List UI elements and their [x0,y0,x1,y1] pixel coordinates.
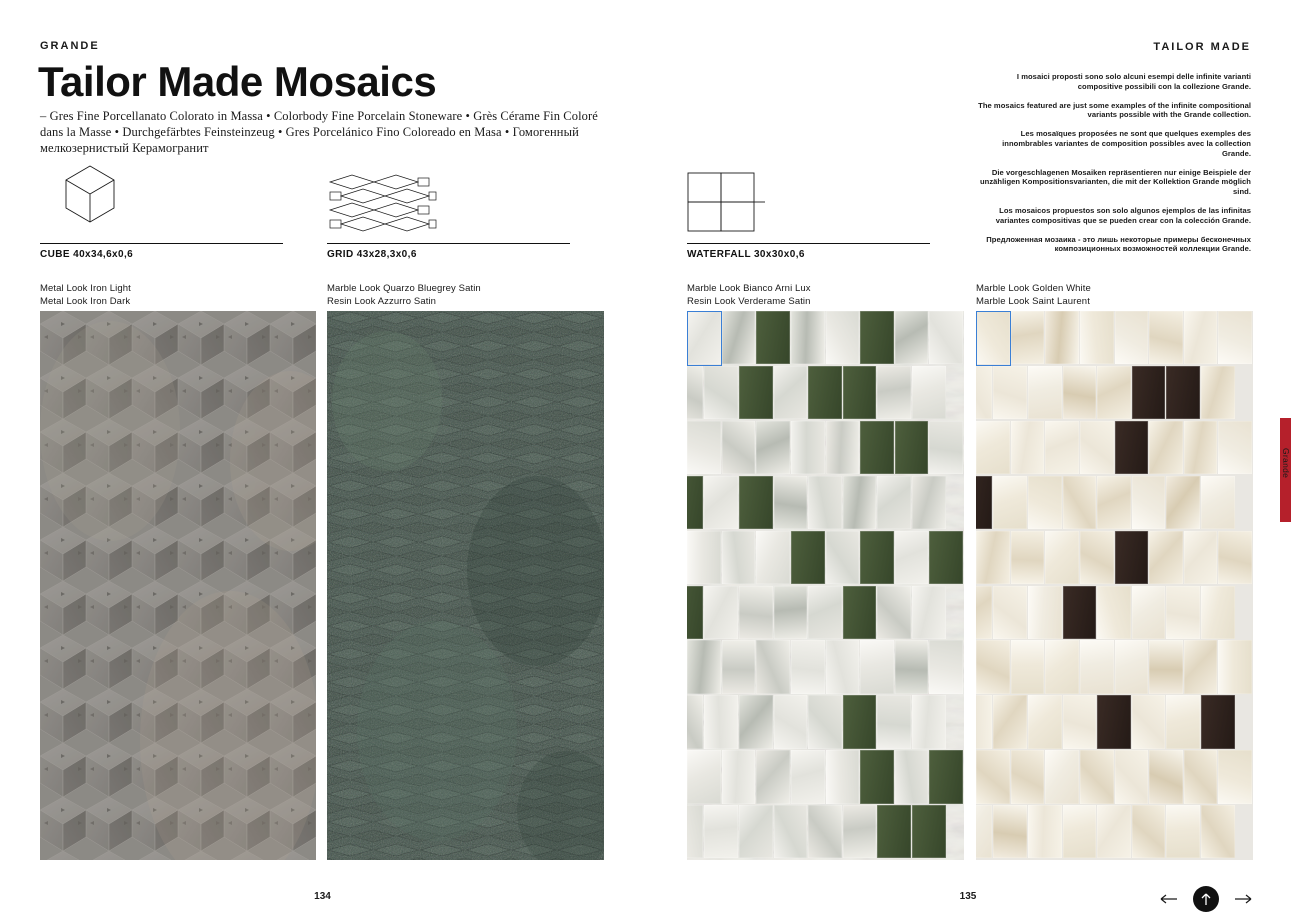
mosaic-tile [1097,695,1131,748]
mosaic-tile [756,531,790,584]
mosaic-tile [1080,421,1114,474]
mosaic-tile [895,421,929,474]
mosaic-tile [860,531,894,584]
mosaic-tile [912,805,946,858]
waterfall-tile-grid-golden [976,311,1253,860]
mosaic-tile [976,805,992,858]
mosaic-tile [1218,311,1252,364]
page-number-left: 134 [314,891,331,902]
mosaic-tile [739,366,773,419]
arrow-up-icon[interactable] [1193,886,1219,912]
mosaic-tile [687,695,703,748]
mosaic-tile [687,531,721,584]
shape-caption-cube: CUBE 40x34,6x0,6 [40,249,134,260]
mosaic-tile [756,421,790,474]
mosaic-tile [877,805,911,858]
mosaic-tile [1201,476,1235,529]
mosaic-tile [826,750,860,803]
mosaic-tile [1132,586,1166,639]
mosaic-tile [687,476,703,529]
mosaic-tile [1132,695,1166,748]
mosaic-tile [1115,421,1149,474]
mosaic-tile [1045,640,1079,693]
mosaic-tile [774,695,808,748]
mosaic-tile [1028,695,1062,748]
mosaic-tile [976,476,992,529]
mosaic-tile [976,366,992,419]
mosaic-tile [1080,531,1114,584]
mosaic-tile [704,366,738,419]
mosaic-tile [993,695,1027,748]
shape-block-grid [327,170,437,237]
mosaic-tile [1166,695,1200,748]
intro-paragraph-de: Die vorgeschlagenen Mosaiken repräsentieren nur einige Beispiele der unzähligen Kompositionsvarianten, die mit der Kollektion Grande möglich sind. [979,167,1251,196]
mosaic-tile [1115,531,1149,584]
mosaic-tile [1149,640,1183,693]
mosaic-tile [1045,531,1079,584]
mosaic-tile [1097,366,1131,419]
mosaic-tile [739,695,773,748]
mosaic-tile [843,366,877,419]
mosaic-tile [860,421,894,474]
swatch-caption-cube: Metal Look Iron Light Metal Look Iron Dark [40,283,131,307]
mosaic-tile [1097,476,1131,529]
mosaic-tile [1011,531,1045,584]
mosaic-tile [976,586,992,639]
mosaic-tile [1011,311,1045,364]
mosaic-tile [1063,366,1097,419]
mosaic-tile [843,805,877,858]
mosaic-tile [808,805,842,858]
mosaic-tile [976,531,1010,584]
brand-label: GRANDE [40,40,100,52]
intro-paragraph-ru: Предложенная мозаика - это лишь некоторые примеры бесконечных композиционных возможностей коллекции Grande. [986,234,1251,254]
divider [40,243,283,244]
mosaic-tile [722,311,756,364]
mosaic-tile [1201,805,1235,858]
mosaic-tile [704,695,738,748]
mosaic-tile [912,695,946,748]
mosaic-tile [739,586,773,639]
mosaic-tile [976,695,992,748]
mosaic-tile [877,476,911,529]
mosaic-tile [1080,311,1114,364]
mosaic-tile [1028,586,1062,639]
mosaic-tile [1166,805,1200,858]
waterfall-tile-grid-bianco [687,311,964,860]
mosaic-tile [1184,750,1218,803]
mosaic-tile [976,750,1010,803]
mosaic-tile [843,695,877,748]
mosaic-tile [687,311,721,364]
mosaic-tile [826,640,860,693]
mosaic-tile [843,586,877,639]
mosaic-tile [1132,366,1166,419]
mosaic-tile [1028,366,1062,419]
mosaic-tile [722,750,756,803]
mosaic-panel-cube [40,311,316,860]
mosaic-tile [1097,805,1131,858]
mosaic-tile [1166,476,1200,529]
mosaic-tile [1218,421,1252,474]
arrow-left-icon[interactable] [1159,889,1179,909]
mosaic-tile [929,421,963,474]
divider [327,243,570,244]
mosaic-tile [993,476,1027,529]
mosaic-tile [756,311,790,364]
mosaic-tile [1184,311,1218,364]
mosaic-tile [826,421,860,474]
mosaic-tile [929,640,963,693]
mosaic-tile [826,531,860,584]
shape-caption-cube-wrap [40,243,283,260]
mosaic-tile [687,750,721,803]
mosaic-tile [739,476,773,529]
mosaic-tile [1045,750,1079,803]
mosaic-tile [895,640,929,693]
left-page [0,0,645,920]
shape-caption-waterfall-wrap [687,243,930,260]
mosaic-tile [976,311,1010,364]
mosaic-tile [739,805,773,858]
grid-mosaic-pattern [327,311,604,860]
mosaic-tile [774,476,808,529]
mosaic-tile [1132,805,1166,858]
mosaic-tile [895,750,929,803]
mosaic-tile [877,366,911,419]
mosaic-tile [976,640,1010,693]
mosaic-tile [1028,476,1062,529]
mosaic-tile [1115,640,1149,693]
mosaic-tile [756,640,790,693]
mosaic-tile [1218,531,1252,584]
mosaic-tile [843,476,877,529]
mosaic-panel-waterfall-bianco [687,311,964,860]
mosaic-tile [1149,311,1183,364]
right-page [645,0,1291,920]
waterfall-square-diagram-icon [687,172,767,234]
mosaic-tile [993,366,1027,419]
mosaic-tile [1063,586,1097,639]
mosaic-tile [1011,640,1045,693]
mosaic-tile [1115,750,1149,803]
mosaic-tile [1011,750,1045,803]
mosaic-tile [993,586,1027,639]
mosaic-tile [860,640,894,693]
mosaic-tile [912,366,946,419]
mosaic-tile [826,311,860,364]
cube-hexagon-diagram-icon [40,160,140,238]
mosaic-tile [704,476,738,529]
mosaic-tile [704,586,738,639]
mosaic-tile [687,640,721,693]
mosaic-tile [1063,695,1097,748]
mosaic-tile [1011,421,1045,474]
mosaic-tile [791,531,825,584]
intro-paragraph-fr: Les mosaïques proposées ne sont que quelques exemples des innombrables variantes de composition possibles avec la collection Grande. [1002,129,1251,158]
mosaic-tile [976,421,1010,474]
mosaic-tile [791,750,825,803]
mosaic-tile [1149,750,1183,803]
mosaic-tile [687,805,703,858]
page-title: Tailor Made Mosaics [38,58,437,105]
mosaic-tile [895,531,929,584]
mosaic-tile [808,695,842,748]
side-tab-label: Grande [1281,448,1291,479]
mosaic-tile [929,531,963,584]
mosaic-tile [774,805,808,858]
shape-caption-waterfall: WATERFALL 30x30x0,6 [687,249,805,260]
shape-caption-grid: GRID 43x28,3x0,6 [327,249,417,260]
mosaic-tile [1045,311,1079,364]
mosaic-tile [929,311,963,364]
arrow-right-icon[interactable] [1233,889,1253,909]
mosaic-tile [1097,586,1131,639]
intro-text-block [973,72,1251,263]
mosaic-tile [1063,805,1097,858]
grid-rhombus-diagram-icon [327,170,437,232]
mosaic-tile [791,640,825,693]
mosaic-tile [1184,640,1218,693]
mosaic-tile [1201,695,1235,748]
mosaic-tile [895,311,929,364]
mosaic-tile [1115,311,1149,364]
mosaic-tile [791,421,825,474]
intro-paragraph-en: The mosaics featured are just some examples of the infinite compositional variants possible with the Grande collection. [978,100,1251,120]
mosaic-tile [1184,421,1218,474]
mosaic-tile [1201,366,1235,419]
mosaic-tile [877,695,911,748]
mosaic-tile [1184,531,1218,584]
mosaic-tile [929,750,963,803]
divider [687,243,930,244]
mosaic-tile [860,311,894,364]
mosaic-tile [756,750,790,803]
swatch-caption-grid: Marble Look Quarzo Bluegrey Satin Resin Look Azzurro Satin [327,283,481,307]
shape-caption-grid-wrap [327,243,570,260]
mosaic-tile [1080,640,1114,693]
mosaic-tile [860,750,894,803]
mosaic-tile [877,586,911,639]
mosaic-panel-waterfall-golden [976,311,1253,860]
mosaic-tile [1166,586,1200,639]
mosaic-tile [774,586,808,639]
mosaic-tile [1045,421,1079,474]
intro-paragraph-es: Los mosaicos propuestos son solo algunos ejemplos de las infinitas variantes compositivas que se pueden crear con la colección Grande. [995,205,1251,225]
page-navigation [1159,886,1253,912]
mosaic-tile [1201,586,1235,639]
mosaic-tile [704,805,738,858]
mosaic-tile [722,640,756,693]
mosaic-tile [1063,476,1097,529]
mosaic-tile [1132,476,1166,529]
mosaic-tile [912,476,946,529]
mosaic-tile [1149,531,1183,584]
mosaic-tile [912,586,946,639]
mosaic-tile [1166,366,1200,419]
shape-block-waterfall [687,172,767,239]
mosaic-tile [791,311,825,364]
mosaic-tile [808,366,842,419]
mosaic-tile [808,586,842,639]
mosaic-tile [993,805,1027,858]
mosaic-tile [1149,421,1183,474]
shape-block-cube [40,160,140,243]
mosaic-tile [687,421,721,474]
section-label: TAILOR MADE [1153,41,1251,53]
mosaic-tile [687,366,703,419]
mosaic-panel-grid [327,311,604,860]
mosaic-tile [1028,805,1062,858]
swatch-caption-golden-white: Marble Look Golden White Marble Look Saint Laurent [976,283,1091,307]
mosaic-tile [1080,750,1114,803]
mosaic-tile [1218,750,1252,803]
cube-mosaic-pattern [40,311,316,860]
intro-paragraph-it: I mosaici proposti sono solo alcuni esempi delle infinite varianti compositive possibili con la collezione Grande. [1016,72,1251,91]
mosaic-tile [1218,640,1252,693]
mosaic-tile [722,531,756,584]
mosaic-tile [687,586,703,639]
page-number-right: 135 [959,891,977,902]
mosaic-tile [722,421,756,474]
mosaic-tile [808,476,842,529]
page-subtitle: – Gres Fine Porcellanato Colorato in Massa • Colorbody Fine Porcelain Stoneware • Grès Cérame Fin Coloré dans la Masse • Durchgefärbtes Feinsteinzeug • Gres Porcelánico Fino Coloreado en Masa • Гомогенный мелкозернистый Керамогранит [40,109,598,155]
mosaic-tile [774,366,808,419]
swatch-caption-bianco-arni: Marble Look Bianco Arni Lux Resin Look Verderame Satin [687,283,811,307]
